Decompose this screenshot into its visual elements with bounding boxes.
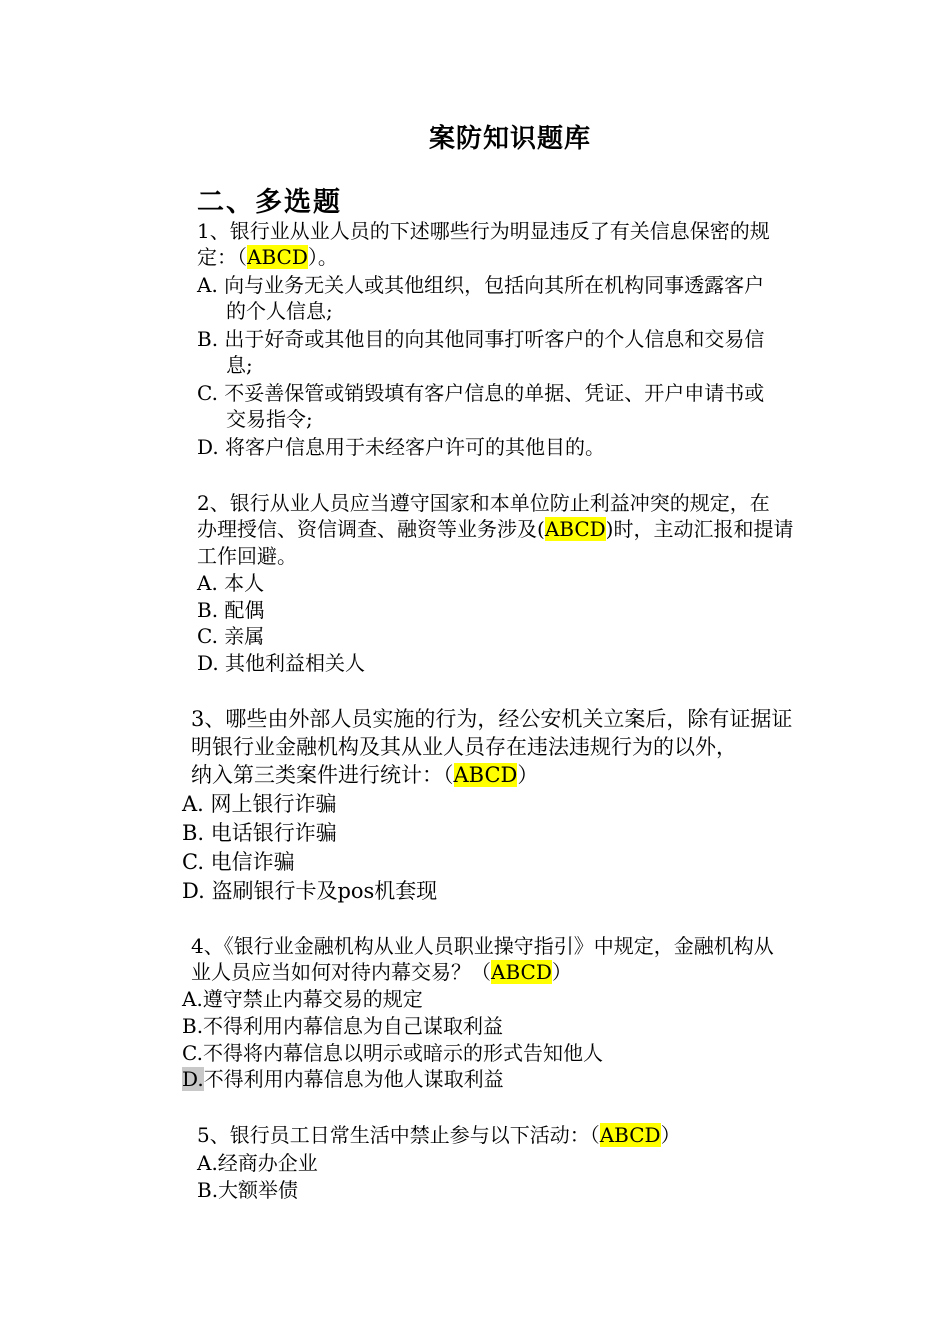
question-3-option-c: C. 电信诈骗 [182, 850, 295, 874]
answer-highlight: ABCD [599, 1123, 661, 1147]
question-4-option-d: D.不得利用内幕信息为他人谋取利益 [182, 1067, 504, 1091]
question-1-line-1: 1、银行业从业人员的下述哪些行为明显违反了有关信息保密的规 [197, 219, 770, 243]
question-4-option-a: A.遵守禁止内幕交易的规定 [182, 987, 423, 1011]
question-2-option-b: B. 配偶 [197, 598, 265, 622]
page-title: 案防知识题库 [428, 124, 591, 154]
question-4-line-1: 4、《银行业金融机构从业人员职业操守指引》中规定，金融机构从 [191, 934, 774, 958]
answer-highlight: ABCD [491, 960, 552, 984]
question-3-line-2: 明银行业金融机构及其从业人员存在违法违规行为的以外， [191, 735, 737, 759]
question-1-option-b: B. 出于好奇或其他目的向其他同事打听客户的个人信息和交易信 [197, 327, 765, 351]
question-5-line-1: 5、银行员工日常生活中禁止参与以下活动：（ABCD） [197, 1123, 681, 1147]
question-2-line-2: 办理授信、资信调查、融资等业务涉及(ABCD)时，主动汇报和提请 [197, 517, 794, 541]
question-5-option-b: B.大额举债 [197, 1178, 299, 1202]
answer-highlight: ABCD [453, 763, 518, 787]
question-3-option-b: B. 电话银行诈骗 [182, 821, 337, 845]
question-3-option-a: A. 网上银行诈骗 [182, 792, 337, 816]
question-2-option-c: C. 亲属 [197, 624, 265, 648]
question-1-option-b-cont: 息; [226, 353, 253, 377]
question-4-option-c: C.不得将内幕信息以明示或暗示的形式告知他人 [182, 1041, 603, 1065]
question-4-option-b: B.不得利用内幕信息为自己谋取利益 [182, 1014, 504, 1038]
section-heading: 二、多选题 [197, 187, 342, 218]
question-3-line-3: 纳入第三类案件进行统计：（ABCD） [191, 763, 539, 787]
option-letter-mark: D. [182, 1067, 204, 1091]
question-4-line-2: 业人员应当如何对待内幕交易？（ABCD） [191, 960, 572, 984]
question-1-option-d: D. 将客户信息用于未经客户许可的其他目的。 [197, 435, 606, 459]
question-1-option-a-cont: 的个人信息; [226, 299, 333, 323]
question-2-line-3: 工作回避。 [197, 544, 297, 568]
question-2-line-1: 2、银行从业人员应当遵守国家和本单位防止利益冲突的规定，在 [197, 491, 770, 515]
question-3-option-d: D. 盗刷银行卡及pos机套现 [182, 879, 438, 903]
question-1-option-c-cont: 交易指令; [226, 407, 313, 431]
question-3-line-1: 3、哪些由外部人员实施的行为，经公安机关立案后，除有证据证 [191, 707, 793, 731]
question-5-option-a: A.经商办企业 [197, 1151, 318, 1175]
question-2-option-d: D. 其他利益相关人 [197, 651, 366, 675]
question-1-line-2: 定：（ABCD）。 [197, 245, 338, 269]
question-1-option-c: C. 不妥善保管或销毁填有客户信息的单据、凭证、开户申请书或 [197, 381, 765, 405]
answer-highlight: ABCD [247, 245, 308, 269]
answer-highlight: ABCD [544, 517, 606, 541]
question-1-option-a: A. 向与业务无关人或其他组织，包括向其所在机构同事透露客户 [197, 273, 765, 297]
question-2-option-a: A. 本人 [197, 571, 265, 595]
